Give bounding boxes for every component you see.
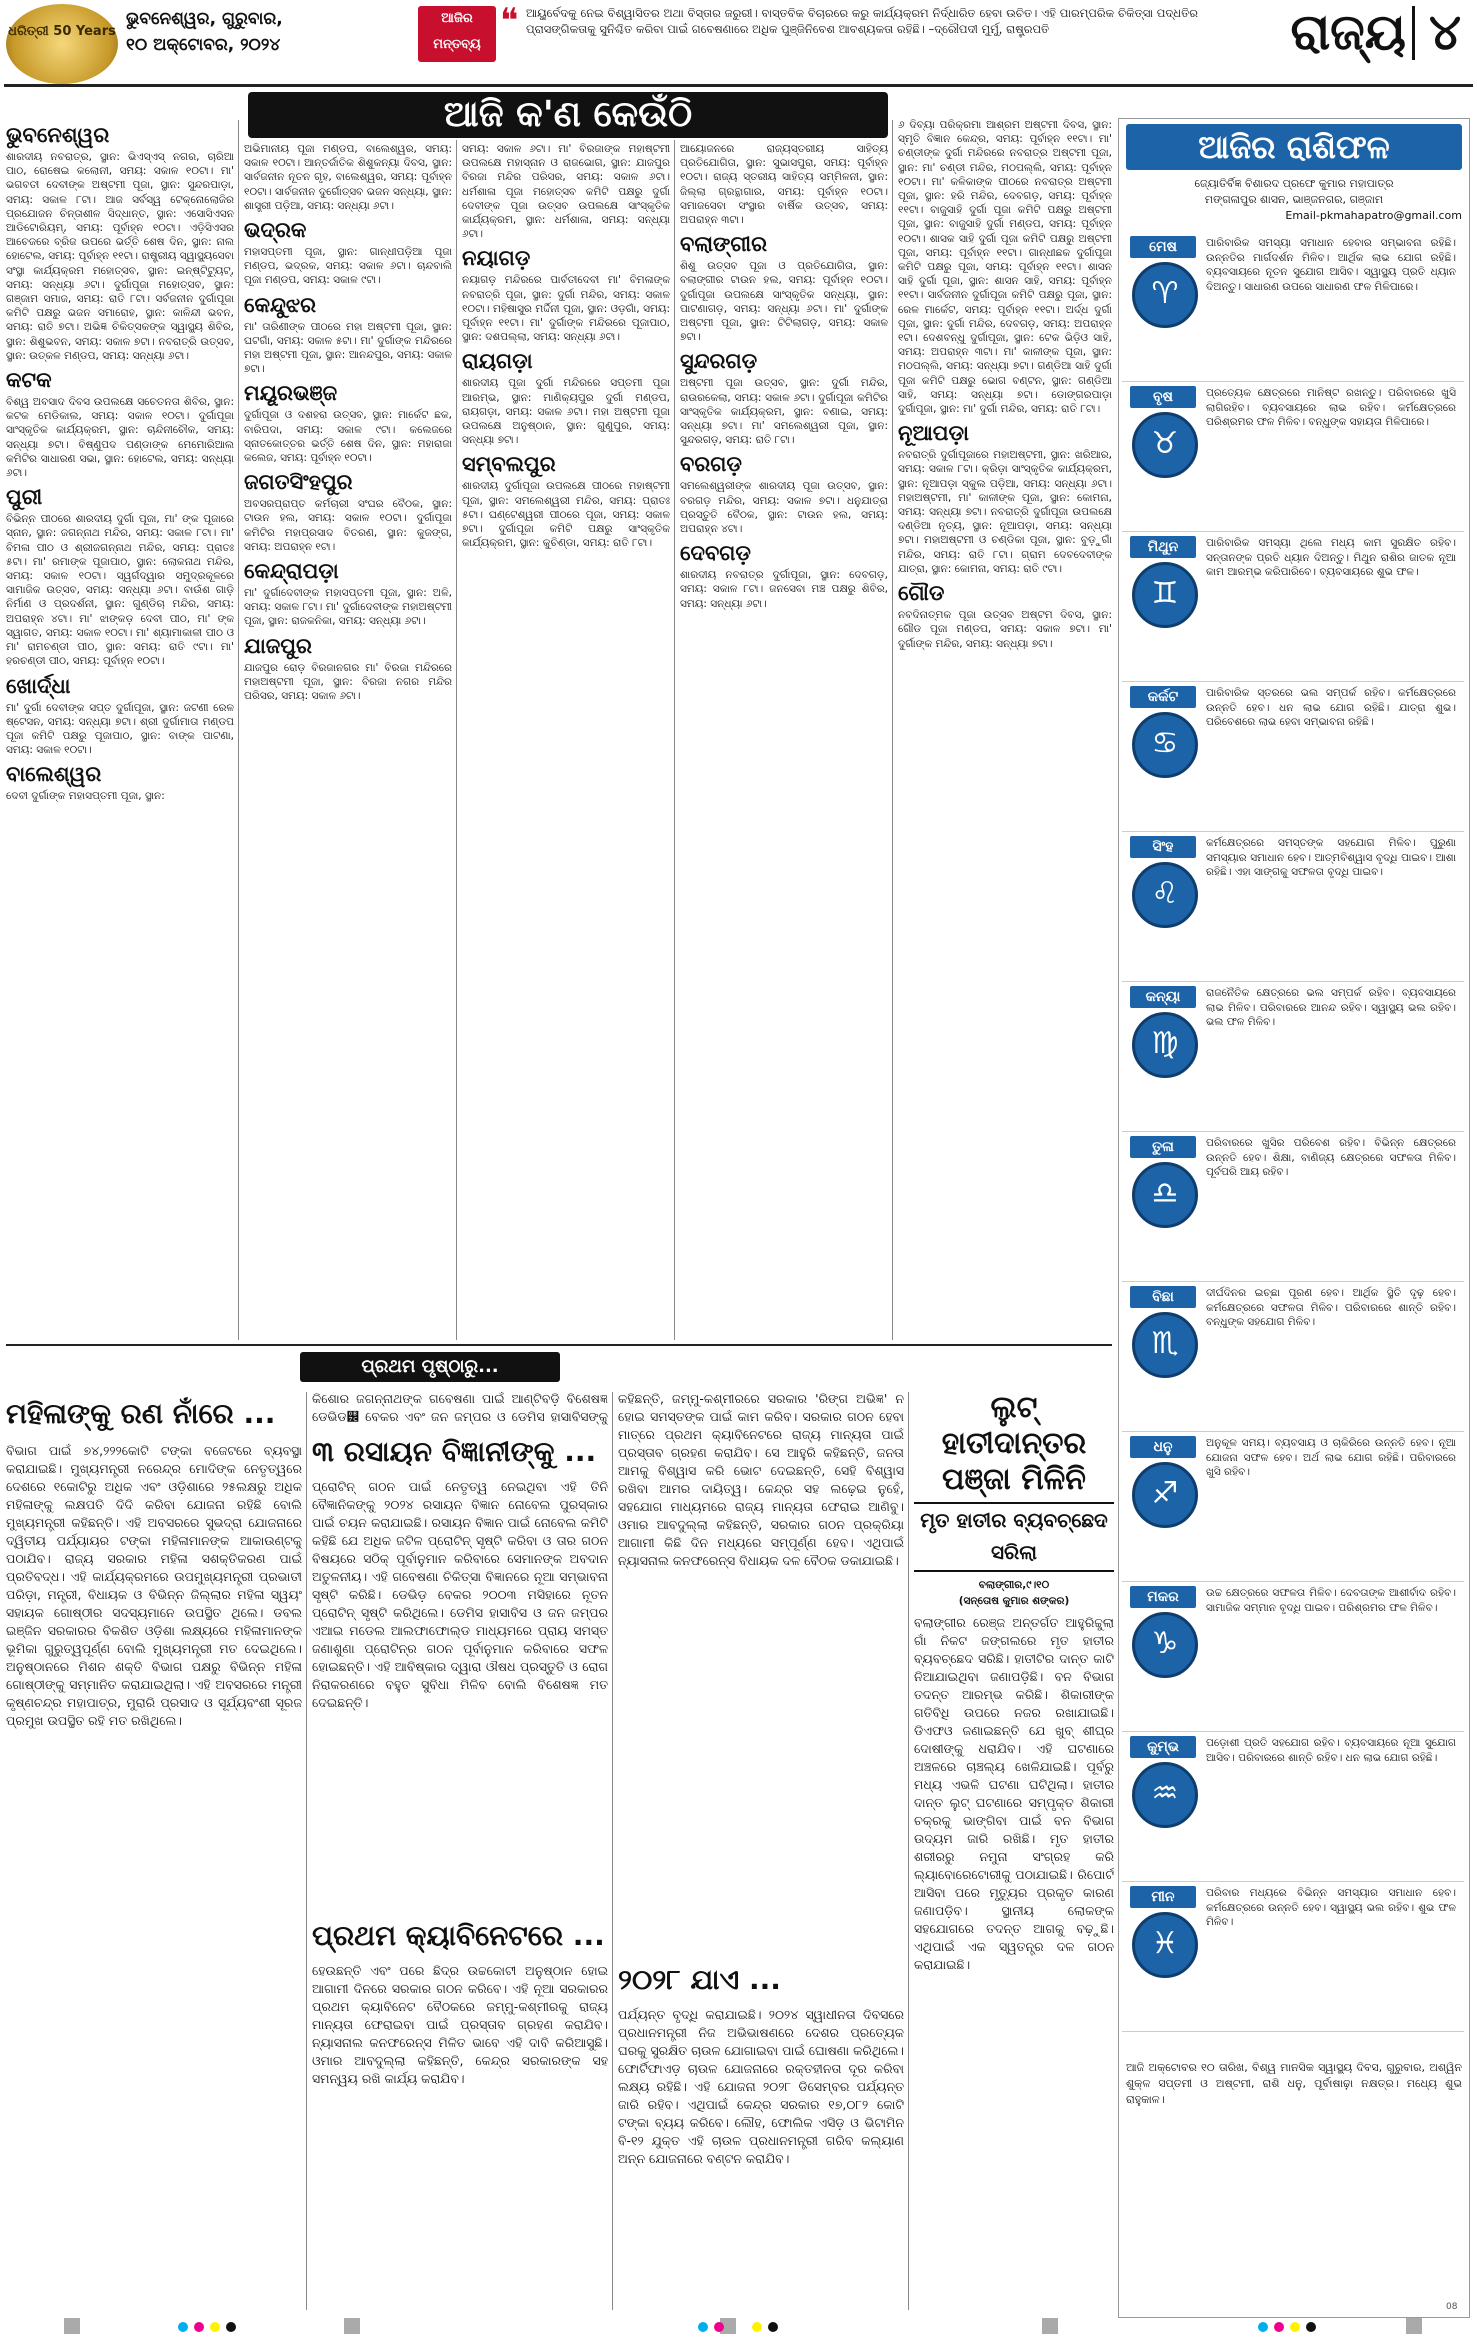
district-heading: ସୁନ୍ଦରଗଡ଼ [680, 349, 758, 374]
district-heading: କେନ୍ଦୁଝର [244, 292, 317, 317]
dateline [126, 6, 388, 76]
sign-prediction: ପାରିବାରିକ ସମସ୍ୟା ଥିଲେ ମଧ୍ୟ କାମ ସୁରକ୍ଷିତ ରହିବ। ସନ୍ତାନଙ୍କ ପ୍ରତି ଧ୍ୟାନ ଦିଅନ୍ତୁ। ମିଥୁନ ରାଶିର ଜାତକ ନୂଆ କାମ ଆରମ୍ଭ କରିପାରିବେ। ବ୍ୟବସାୟରେ ଶୁଭ ଫଳ। [1206, 537, 1456, 578]
city-date: ଭୁବନେଶ୍ୱର, ଗୁରୁବାର, [126, 9, 283, 29]
event-list: ନୟାଗଡ଼ ମନ୍ଦିରରେ ପାର୍ବତୀଦେବୀ ମା' ବିମଳାଙ୍କ ନବରାତ୍ରି ପୂଜା, ସ୍ଥାନ: ଦୁର୍ଗା ମନ୍ଦିର, ସମୟ: ସକାଳ ୧୦ଟା। ମହିଷାସୁର ମର୍ଦ୍ଦିନୀ ପୂଜା, ସ୍ଥାନ: ଓଡ଼ଗାଁ, ସମୟ: ପୂର୍ବାହ୍ନ ୧୧ଟା। ମା' ଦୁର୍ଗାଙ୍କ ମନ୍ଦିରରେ ପୂଜାପାଠ, ସ୍ଥାନ: ଦଶପଲ୍ଲା, ସମୟ: ସନ୍ଧ୍ୟା ୬ଟା। [462, 274, 670, 344]
article-3-body: ହେଉଛନ୍ତି ଏବଂ ପରେ ଛିଦ୍ର ଉଚ୍ଚକୋଟୀ ଅନୁଷ୍ଠାନ ହୋଇ ଆଗାମୀ ଦିନରେ ସରକାର ଗଠନ କରିବେ। ଏହି ନୂଆ ସରକାରର ପ୍ରଥମ କ୍ୟାବିନେଟ ବୈଠକରେ ଜମ୍ମୁ-କଶ୍ମୀରକୁ ରାଜ୍ୟ ମାନ୍ୟତା ଫେରାଇବା ପାଇଁ ପ୍ରସ୍ତାବ ଗ୍ରହଣ କରାଯିବ। ନ୍ୟାସନାଲ କନଫରେନ୍ସ ମିଳିତ ଭାବେ ଏହି ଦାବି କରିଆସୁଛି। ଓମାର ଆବଦୁଲ୍ଲା କହିଛନ୍ତି, କେନ୍ଦ୍ର ସରକାରଙ୍କ ସହ ସମନ୍ୱୟ ରଖି କାର୍ଯ୍ୟ କରାଯିବ। [312, 1963, 608, 2086]
col-divider [306, 1392, 307, 2310]
event-list: ଅବସରପ୍ରାପ୍ତ କର୍ମଚାରୀ ସଂଘର ବୈଠକ, ସ୍ଥାନ: ଟାଉନ ହଲ, ସମୟ: ସକାଳ ୧୦ଟା। ଦୁର୍ଗାପୂଜା କମିଟିର ମହାପ୍ରସାଦ ବିତରଣ, ସ୍ଥାନ: କୁଜଙ୍ଗ, ସମୟ: ଅପରାହ୍ନ ୧ଟା। [244, 498, 452, 553]
libra-icon: ♎ [1132, 1162, 1198, 1228]
col-divider [908, 1392, 909, 2310]
section-title: ରାଜ୍ୟ [1290, 3, 1406, 61]
capricorn-icon: ♑ [1132, 1612, 1198, 1678]
event-list: ମହାସପ୍ତମୀ ପୂଜା, ସ୍ଥାନ: ଗାନ୍ଧୀପଡ଼ିଆ ପୂଜା ମଣ୍ଡପ, ଭଦ୍ରକ, ସମୟ: ସକାଳ ୬ଟା। ଚାନ୍ଦବାଲି ପୂଜା ମଣ୍ଡପ, ସମୟ: ସକାଳ ୯ଟା। [244, 246, 452, 287]
sign-label: ମିଥୁନ [1130, 536, 1196, 558]
district-heading: କେନ୍ଦ୍ରାପଡ଼ା [244, 559, 339, 584]
article-1-title: ମହିଳାଙ୍କୁ ରଣ ନାଁରେ ... [6, 1397, 276, 1430]
sign-row-aries [1122, 232, 1464, 382]
district-heading: ବଲାଙ୍ଗୀର [680, 232, 767, 257]
article-6-subtitle: ମୃତ ହାତୀର ବ୍ୟବଚ୍ଛେଦ ସରିଲା [920, 1508, 1108, 1564]
magenta-dot [1274, 2322, 1284, 2332]
district-heading: ସମ୍ବଲପୁର [462, 452, 556, 477]
district-heading: ନୟାଗଡ଼ [462, 246, 531, 271]
event-list: ଶାରଦୀୟ ନବରାତ୍ର ଦୁର୍ଗାପୂଜା, ସ୍ଥାନ: ଦେବଗଡ଼, ସମୟ: ସକାଳ ୮ଟା। ଜନସେବା ମଞ୍ଚ ପକ୍ଷରୁ ଶିବିର, ସମୟ: ସନ୍ଧ୍ୟା ୬ଟା। [680, 569, 888, 610]
district-heading: ନୂଆପଡ଼ା [898, 421, 969, 446]
date-line-2: ୧୦ ଅକ୍ଟୋବର, ୨୦୨୪ [126, 35, 281, 55]
sign-row-gemini [1122, 532, 1464, 682]
registration-mark [344, 2318, 360, 2334]
event-list: ମା' ଦୁର୍ଗା ଦେବୀଙ୍କ ସପ୍ତ ଦୁର୍ଗାପୂଜା, ସ୍ଥାନ: ଜଟଣୀ ରେଳ ଷ୍ଟେସନ, ସମୟ: ସନ୍ଧ୍ୟା ୭ଟା। ଶ୍ରୀ ଦୁର୍ଗାମାତା ମଣ୍ଡପ ପୂଜା କମିଟି ପକ୍ଷରୁ ପୂଜାପାଠ, ସ୍ଥାନ: ବାଙ୍କ ପାଟଣା, ସମୟ: ସକାଳ ୧୦ଟା। [6, 701, 234, 757]
event-list: ଅଭିମାନୀୟ ପୂଜା ମଣ୍ଡପ, ବାଲେଶ୍ୱର, ସମୟ: ସକାଳ ୧୦ଟା। ଆନ୍ତର୍ଜାତିକ ଶିଶୁକନ୍ୟା ଦିବସ, ସ୍ଥାନ: ସାର୍ବଜନୀନ ନୂତନ ଗୃହ, ବାଲେଶ୍ୱର, ସମୟ: ପୂର୍ବାହ୍ନ ୧୦ଟା। ସାର୍ବଜନୀନ ଦୁର୍ଗୋତ୍ସବ ଭଜନ ସନ୍ଧ୍ୟା, ସ୍ଥାନ: ଶାସ୍ତ୍ରୀ ପଡ଼ିଆ, ସମୟ: ସନ୍ଧ୍ୟା ୬ଟା। [244, 143, 452, 212]
district-heading: ବାଲେଶ୍ୱର [6, 762, 102, 787]
sign-label: ବୃଷ [1130, 386, 1196, 408]
astrologer-name: ଜ୍ୟୋତିର୍ବିଜ୍ଞ ବିଶାରଦ ପ୍ରଫେ କୁମାର ମହାପାତ୍ର [1194, 177, 1394, 190]
panchang-note: ଆଜି ଅକ୍ଟୋବର ୧୦ ତାରିଖ, ବିଶ୍ୱ ମାନସିକ ସ୍ୱାସ୍ଥ୍ୟ ଦିବସ, ଗୁରୁବାର, ଅଶ୍ୱିନ ଶୁକ୍ଳ ସପ୍ତମୀ ଓ ଅଷ୍ଟମୀ, ରାଶି ଧନୁ, ପୂର୍ବାଷାଢ଼ା ନକ୍ଷତ୍ର। ମଧ୍ୟେ ଶୁଭ ରାହୁକାଳ। [1126, 2061, 1462, 2106]
district-heading: ରାୟଗଡ଼ା [462, 349, 533, 374]
masthead-rule [4, 84, 1473, 87]
quote-text: ଆୟୁର୍ବେଦକୁ ନେଇ ବିଶ୍ୱାସିତର ଅଥା ବିସ୍ତାର ଜରୁରୀ। ବାସ୍ତବିକ ବିଚାରରେ କରୁ କାର୍ଯ୍ୟକ୍ରମ ନିର୍ଦ୍ଧାରିତ ହେବା ଉଚିତ। ଏହି ପାରମ୍ପରିକ ଚିକିତ୍ସା ପଦ୍ଧତିର ପ୍ରାସଙ୍ଗିକତାକୁ ସୁନିଶ୍ଚିତ କରିବା ପାଇଁ ଗବେଷଣାରେ ଅଧିକ ପୁଞ୍ଜିନିବେଶ ଆବଶ୍ୟକତା ରହିଛି। –ଦ୍ରୌପଦୀ ମୁର୍ମୁ, ରାଷ୍ଟ୍ରପତି [526, 6, 1198, 36]
footer-page-label: 08 [1446, 2302, 1458, 2312]
sign-row-libra [1122, 1132, 1464, 1282]
aquarius-icon: ♒ [1132, 1762, 1198, 1828]
event-list: ଶିଶୁ ଉତ୍ସବ ପୂଜା ଓ ପ୍ରତିଯୋଗିତା, ସ୍ଥାନ: ବଲାଙ୍ଗୀର ଟାଉନ ହଲ, ସମୟ: ପୂର୍ବାହ୍ନ ୧୦ଟା। ଦୁର୍ଗାପୂଜା ଉପଲକ୍ଷେ ସାଂସ୍କୃତିକ ସନ୍ଧ୍ୟା, ସ୍ଥାନ: ପାଟଣାଗଡ଼, ସମୟ: ସନ୍ଧ୍ୟା ୬ଟା। ମା' ଦୁର୍ଗାଙ୍କ ଅଷ୍ଟମୀ ପୂଜା, ସ୍ଥାନ: ଟିଟିଲାଗଡ଼, ସମୟ: ସକାଳ ୭ଟା। [680, 260, 888, 344]
event-list: ମା' ଦୁର୍ଗାଦେବୀଙ୍କ ମହାସପ୍ତମୀ ପୂଜା, ସ୍ଥାନ: ଅଳି, ସମୟ: ସକାଳ ୮ଟା। ମା' ଦୁର୍ଗାଦେବୀଙ୍କ ମହାଅଷ୍ଟମୀ ପୂଜା, ସ୍ଥାନ: ରାଜକନିକା, ସମୟ: ସନ୍ଧ୍ୟା ୬ଟା। [244, 587, 452, 628]
district-heading: ଖୋର୍ଦ୍ଧା [6, 673, 71, 698]
quote-icon: ❝ [500, 1, 519, 41]
event-list: ଦୁର୍ଗାପୂଜା ଓ ଦଶହରା ଉତ୍ସବ, ସ୍ଥାନ: ମାର୍କେଟ ଛକ, ବାରିପଦା, ସମୟ: ସକାଳ ୯ଟା। କଲେଜରେ ସ୍ନାତକୋତ୍ତର ଭର୍ତ୍ତି ଶେଷ ଦିନ, ସ୍ଥାନ: ମହାରାଜା କଲେଜ, ସମୟ: ପୂର୍ବାହ୍ନ ୧୦ଟା। [244, 409, 452, 465]
article-6-subtitle-box [914, 1502, 1114, 1572]
front-page-bar: ପ୍ରଥମ ପୃଷ୍ଠାରୁ... [300, 1352, 560, 1382]
leo-icon: ♌ [1132, 862, 1198, 928]
yellow-dot [752, 2322, 762, 2332]
col-divider [456, 140, 457, 1340]
registration-mark [1406, 2318, 1422, 2334]
events-title: ଆଜି କ'ଣ କେଉଁଠି [443, 94, 693, 135]
article-6-dateline: ବଲାଙ୍ଗୀର,୯।୧୦ [978, 1579, 1050, 1591]
magenta-dot [714, 2322, 724, 2332]
events-col-5 [898, 118, 1112, 1340]
article-4-body: କହିଛନ୍ତି, ଜମ୍ମୁ-କଶ୍ମୀରରେ ସରକାର 'ରିଙ୍ଗ ଅଭିଜ୍ଞ' ନ ହୋଇ ସମସ୍ତଙ୍କ ପାଇଁ କାମ କରିବ। ସରକାର ଗଠନ ହେବା ମାତ୍ରେ ପ୍ରଥମ କ୍ୟାବିନେଟରେ ରାଜ୍ୟ ମାନ୍ୟତା ପାଇଁ ପ୍ରସ୍ତାବ ଗ୍ରହଣ କରାଯିବ। ସେ ଆହୁରି କହିଛନ୍ତି, ଜନତା ଆମକୁ ବିଶ୍ୱାସ କରି ଭୋଟ ଦେଇଛନ୍ତି, ସେହି ବିଶ୍ୱାସ ରଖିବା ଆମର ଦାୟିତ୍ୱ। କେନ୍ଦ୍ର ସହ ଲଢ଼େଇ ନୁହେଁ, ସହଯୋଗ ମାଧ୍ୟମରେ ରାଜ୍ୟ ମାନ୍ୟତା ଫେରାଇ ଆଣିବୁ। ଓମାର ଆବଦୁଲ୍ଲା କହିଛନ୍ତି, ସରକାର ଗଠନ ପ୍ରକ୍ରିୟା ଆଗାମୀ କିଛି ଦିନ ମଧ୍ୟରେ ସମ୍ପୂର୍ଣ୍ଣ ହେବ। ଏଥିପାଇଁ ନ୍ୟାସନାଲ କନଫରେନ୍ସ ବିଧାୟକ ଦଳ ବୈଠକ ଡକାଯାଇଛି। [618, 1391, 904, 1568]
cyan-dot [178, 2322, 188, 2332]
cyan-dot [1258, 2322, 1268, 2332]
district-heading: ଦେବଗଡ଼ [680, 541, 751, 566]
event-list: ମା' ତାରିଣୀଙ୍କ ପୀଠରେ ମହା ଅଷ୍ଟମୀ ପୂଜା, ସ୍ଥାନ: ଘଟଗାଁ, ସମୟ: ସକାଳ ୫ଟା। ମା' ଦୁର୍ଗାଙ୍କ ମନ୍ଦିରରେ ମହା ଅଷ୍ଟମୀ ପୂଜା, ସ୍ଥାନ: ଆନନ୍ଦପୁର, ସମୟ: ସକାଳ ୭ଟା। [244, 320, 452, 376]
pisces-icon: ♓ [1132, 1912, 1198, 1978]
sign-row-cancer [1122, 682, 1464, 832]
article-6-title: ଲୁଟ୍ ହାତୀଦାନ୍ତର ପଞ୍ଜା ମିଳିନି [941, 1390, 1087, 1497]
event-list: ଦେବୀ ଦୁର୍ଗାଙ୍କ ମହାସପ୍ତମୀ ପୂଜା, ସ୍ଥାନ: [6, 790, 165, 803]
horoscope-title: ଆଜିର ରାଶିଫଳ [1198, 128, 1390, 166]
district-heading: ଭଦ୍ରକ [244, 218, 307, 243]
sign-prediction: ଉଚ୍ଚ କ୍ଷେତ୍ରରେ ସଫଳତା ମିଳିବ। ଦେବତାଙ୍କ ଆଶୀର୍ବାଦ ରହିବ। ସାମାଜିକ ସମ୍ମାନ ବୃଦ୍ଧି ପାଇବ। ପରିଶ୍ରମର ଫଳ ମିଳିବ। [1206, 1587, 1456, 1614]
col-divider [238, 120, 239, 1340]
article-1-body: ବିଭାଗ ପାଇଁ ୭୪,୨୨୨କୋଟି ଟଙ୍କା ବଜେଟରେ ବ୍ୟବସ୍ଥା କରାଯାଇଛି। ମୁଖ୍ୟମନ୍ତ୍ରୀ ନରେନ୍ଦ୍ର ମୋଦିଙ୍କ ନେତୃତ୍ୱରେ ଦେଶରେ ୧କୋଟିରୁ ଅଧିକ ଏବଂ ଓଡ଼ିଶାରେ ୨୫ଲକ୍ଷରୁ ଅଧିକ ମହିଳାଙ୍କୁ ଲକ୍ଷପତି ଦିଦି କରିବା ଯୋଜନା ରହିଛି ବୋଲି ମୁଖ୍ୟମନ୍ତ୍ରୀ କହିଛନ୍ତି। ଏହି ଅବସରରେ ସୁଭଦ୍ରା ଯୋଜନାରେ ଦ୍ୱିତୀୟ ପର୍ଯ୍ୟାୟର ଟଙ୍କା ମହିଳାମାନଙ୍କ ଆକାଉଣ୍ଟକୁ ପଠାଯିବ। ରାଜ୍ୟ ସରକାର ମହିଳା ସଶକ୍ତିକରଣ ପାଇଁ ପ୍ରତିବଦ୍ଧ। ଏହି କାର୍ଯ୍ୟକ୍ରମରେ ଉପମୁଖ୍ୟମନ୍ତ୍ରୀ ପ୍ରଭାତୀ ପରିଡ଼ା, ମନ୍ତ୍ରୀ, ବିଧାୟକ ଓ ବିଭିନ୍ନ ଜିଲ୍ଲାର ମହିଳା ସ୍ୱୟଂ ସହାୟକ ଗୋଷ୍ଠୀର ସଦସ୍ୟମାନେ ଉପସ୍ଥିତ ଥିଲେ। ଡବଲ ଇଞ୍ଜିନ ସରକାରର ବିକଶିତ ଓଡ଼ିଶା ଲକ୍ଷ୍ୟରେ ମହିଳାମାନଙ୍କ ଭୂମିକା ଗୁରୁତ୍ୱପୂର୍ଣ୍ଣ ବୋଲି ମୁଖ୍ୟମନ୍ତ୍ରୀ ମତ ଦେଇଥିଲେ। ଅନୁଷ୍ଠାନରେ ମିଶନ ଶକ୍ତି ବିଭାଗ ପକ୍ଷରୁ ବିଭିନ୍ନ ମହିଳା ଗୋଷ୍ଠୀଙ୍କୁ ସମ୍ମାନିତ କରାଯାଇଥିଲା। ଏହି ଅବସରରେ ମନ୍ତ୍ରୀ କୃଷ୍ଣଚନ୍ଦ୍ର ମହାପାତ୍ର, ମୁରାରି ପ୍ରସାଦ ଓ ସୂର୍ଯ୍ୟବଂଶୀ ସୂରଜ ପ୍ରମୁଖ ଉପସ୍ଥିତ ରହି ମତ ରଖିଥିଲେ। [6, 1443, 302, 1728]
article-6-byline: (ସନ୍ତୋଷ କୁମାର ଶଙ୍କର) [958, 1595, 1070, 1607]
sign-prediction: ପରିବାରରେ ଖୁସିର ପରିବେଶ ରହିବ। ବିଭିନ୍ନ କ୍ଷେତ୍ରରେ ଉନ୍ନତି ହେବ। ଶିକ୍ଷା, ବାଣିଜ୍ୟ କ୍ଷେତ୍ରରେ ସଫଳତା ମିଳିବ। ପୂର୍ବପରି ଆୟ ରହିବ। [1206, 1137, 1456, 1178]
black-dot [1306, 2322, 1316, 2332]
sign-label: ମକର [1130, 1586, 1196, 1608]
cancer-icon: ♋ [1132, 712, 1198, 778]
sign-row-capricorn [1122, 1582, 1464, 1732]
scorpio-icon: ♏ [1132, 1312, 1198, 1378]
sign-prediction: ପରିବାର ମଧ୍ୟରେ ବିଭିନ୍ନ ସମସ୍ୟାର ସମାଧାନ ହେବ। କର୍ମକ୍ଷେତ୍ରରେ ଉନ୍ନତି ହେବ। ସ୍ୱାସ୍ଥ୍ୟ ଭଲ ରହିବ। ଶୁଭ ଫଳ ମିଳିବ। [1206, 1887, 1456, 1928]
sign-prediction: ଅନୁକୂଳ ସମୟ। ବ୍ୟବସାୟ ଓ ଚାକିରିରେ ଉନ୍ନତି ହେବ। ନୂଆ ଯୋଜନା ସଫଳ ହେବ। ଅର୍ଥ ଲାଭ ଯୋଗ ରହିଛି। ପରିବାରରେ ଖୁସି ରହିବ। [1206, 1437, 1456, 1478]
events-col-3 [462, 142, 670, 1340]
registration-mark [1042, 2318, 1058, 2334]
sign-prediction: ପ୍ରତ୍ୟେକ କ୍ଷେତ୍ରରେ ମାନିଷ୍ଟ ରଖନ୍ତୁ। ପରିବାରରେ ଖୁସି ଲାଗିରହିବ। ବ୍ୟବସାୟରେ ଲାଭ ରହିବ। କର୍ମକ୍ଷେତ୍ରରେ ପରିଶ୍ରମର ଫଳ ମିଳିବ। ବନ୍ଧୁଙ୍କ ସହାୟତା ମିଳିପାରେ। [1206, 387, 1456, 428]
taurus-icon: ♉ [1132, 412, 1198, 478]
astrologer-info [1126, 176, 1462, 228]
black-dot [226, 2322, 236, 2332]
district-heading: ପୁରୀ [6, 485, 43, 510]
virgo-icon: ♍ [1132, 1012, 1198, 1078]
article-5-body: ପର୍ଯ୍ୟନ୍ତ ବୃଦ୍ଧି କରାଯାଇଛି। ୨୦୨୪ ସ୍ୱାଧୀନତା ଦିବସରେ ପ୍ରଧାନମନ୍ତ୍ରୀ ନିଜ ଅଭିଭାଷଣରେ ଦେଶର ପ୍ରତ୍ୟେକ ଘରକୁ ସୁରକ୍ଷିତ ଚାଉଳ ଯୋଗାଇବା ପାଇଁ ଘୋଷଣା କରିଥିଲେ। ଫୋର୍ଟିଫାଏଡ଼ ଚାଉଳ ଯୋଜନାରେ ରକ୍ତହୀନତା ଦୂର କରିବା ଲକ୍ଷ୍ୟ ରହିଛି। ଏହି ଯୋଜନା ୨୦୨୮ ଡିସେମ୍ବର ପର୍ଯ୍ୟନ୍ତ ଜାରି ରହିବ। ଏଥିପାଇଁ କେନ୍ଦ୍ର ସରକାର ୧୭,୦୮୨ କୋଟି ଟଙ୍କା ବ୍ୟୟ କରିବେ। ଲୌହ, ଫୋଲିକ ଏସିଡ଼ ଓ ଭିଟାମିନ ବି-୧୨ ଯୁକ୍ତ ଏହି ଚାଉଳ ପ୍ରଧାନମନ୍ତ୍ରୀ ଗରିବ କଲ୍ୟାଣ ଅନ୍ନ ଯୋଜନାରେ ବଣ୍ଟନ କରାଯିବ। [618, 2007, 904, 2166]
yellow-dot [210, 2322, 220, 2332]
events-col-4 [680, 142, 888, 1340]
sign-label: ମୀନ [1130, 1886, 1196, 1908]
magenta-dot [194, 2322, 204, 2332]
event-list: ଯାଜପୁର ରୋଡ଼ ବିରଜାନଗର ମା' ବିରଜା ମନ୍ଦିରରେ ମହାଅଷ୍ଟମୀ ପୂଜା, ସ୍ଥାନ: ବିରଜା ନଗର ମନ୍ଦିର ପରିସର, ସମୟ: ସକାଳ ୬ଟା। [244, 661, 452, 703]
article-3-title: ପ୍ରଥମ କ୍ୟାବିନେଟରେ ... [312, 1919, 605, 1952]
event-list: ନବରାତ୍ରି ଦୁର୍ଗାପୂଜାରେ ମହାଅଷ୍ଟମୀ, ସ୍ଥାନ: ଖରିଆର, ସମୟ: ସକାଳ ୮ଟା। କ୍ରିଡ଼ା ସାଂସ୍କୃତିକ କାର୍ଯ୍ୟକ୍ରମ, ସ୍ଥାନ: ନୂଆପଡ଼ା ସ୍କୁଲ ପଡ଼ିଆ, ସମୟ: ସନ୍ଧ୍ୟା ୬ଟା। ମହାଅଷ୍ଟମୀ, ମା' କାଳୀଙ୍କ ପୂଜା, ସ୍ଥାନ: କୋମନା, ସମୟ: ସନ୍ଧ୍ୟା ୭ଟା। ନବରାତ୍ରି ଦୁର୍ଗାପୂଜା ଉପଲକ୍ଷେ ଦଣ୍ଡିଆ ନୃତ୍ୟ, ସ୍ଥାନ: ନୂଆପଡ଼ା, ସମୟ: ସନ୍ଧ୍ୟା ୭ଟା। ମହାଅଷ୍ଟମୀ ଓ ଚଣ୍ଡିକା ପୂଜା, ସ୍ଥାନ: ବୁଡ଼ୁଗାଁ ମନ୍ଦିର, ସମୟ: ରାତି ୮ଟା। ଗ୍ରାମ ଦେବଦେବୀଙ୍କ ଯାତ୍ରା, ସ୍ଥାନ: କୋମନା, ସମୟ: ରାତି ୯ଟା। [898, 449, 1112, 575]
sagittarius-icon: ♐ [1132, 1462, 1198, 1528]
event-list: ଆୟୋଜନରେ ରାଜ୍ୟସ୍ତରୀୟ ସାହିତ୍ୟ ପ୍ରତିଯୋଗିତା, ସ୍ଥାନ: ସୁଭାସପୁରା, ସମୟ: ପୂର୍ବାହ୍ନ ୧୦ଟା। ରାଜ୍ୟ ସ୍ତରୀୟ ସାହିତ୍ୟ ସମ୍ମିଳନୀ, ସ୍ଥାନ: ଜିଲ୍ଲା ଗ୍ରନ୍ଥାଗାର, ସମୟ: ପୂର୍ବାହ୍ନ ୧୦ଟା। ସମାଜସେବା ସଂସ୍ଥାର ବାର୍ଷିକ ଉତ୍ସବ, ସମୟ: ଅପରାହ୍ନ ୩ଟା। [680, 143, 888, 227]
district-heading: ଭୁବନେଶ୍ୱର [6, 123, 110, 147]
registration-mark [64, 2318, 80, 2334]
event-list: ଶାରଦୀୟ ନବରାତ୍ର, ସ୍ଥାନ: ଭିଏସ୍ଏସ୍ ନଗର, ଚାରିଆ ପାଠ, ରୋଷେଇ କଲୋନୀ, ସମୟ: ସକାଳ ୧୦ଟା। ମା' ଭଗବତୀ ଦେବୀଙ୍କ ଅଷ୍ଟମୀ ପୂଜା, ସ୍ଥାନ: ସୁନ୍ଦରପାଡ଼ା, ସମୟ: ସକାଳ ୮ଟା। ଆଜ ସର୍ବସ୍ୱ ଟେକ୍ନୋଲୋଜିର ପ୍ରଯୋଜନ ଚିନ୍ତାଶୀଳ ସିଦ୍ଧାନ୍ତ, ସ୍ଥାନ: ଏସୋସିଏସନ ଆଡିଟୋରିୟମ୍, ସମୟ: ପୂର୍ବାହ୍ନ ୧୦ଟା। ଏଡ଼ିସିଏସର ଆଚେଜରେ ବ୍ରିଜ ଉପରେ ଭର୍ତ୍ତି ଶେଷ ଦିନ, ସ୍ଥାନ: ନାଲ ହୋଟେଲ, ସମୟ: ପୂର୍ବାହ୍ନ ୧୧ଟା। ରାଷ୍ଟ୍ରୀୟ ସ୍ୱାସ୍ଥ୍ୟସେବା ସଂସ୍ଥା କାର୍ଯ୍ୟକ୍ରମ ମହୋତ୍ସବ, ସ୍ଥାନ: ଇନ୍ଷ୍ଟିଟ୍ୟୁଟ୍, ସମୟ: ସନ୍ଧ୍ୟା ୬ଟା। ଦୁର୍ଗାପୂଜା ମହୋତ୍ସବ, ସ୍ଥାନ: ଗଞ୍ଜାମ ସମାଜ, ସମୟ: ରାତି ୮ଟା। ସର୍ବଜନୀନ ଦୁର୍ଗାପୂଜା କମିଟି ପକ୍ଷରୁ ଭଜନ ସମାରୋହ, ସ୍ଥାନ: କାଳିନ୍ଦୀ ଭବନ, ସମୟ: ରାତି ୭ଟା। ଅଭିଜ୍ଞ ଚିକିତ୍ସକଙ୍କ ସ୍ୱାସ୍ଥ୍ୟ ଶିବିର, ସ୍ଥାନ: ଶିଶୁଭବନ, ସମୟ: ସକାଳ ୭ଟା। ନବରାତ୍ରି ଉତ୍ସବ, ସ୍ଥାନ: ଉତ୍କଳ ମଣ୍ଡପ, ସମୟ: ସନ୍ଧ୍ୟା ୬ଟା। [6, 151, 234, 362]
sign-row-leo [1122, 832, 1464, 982]
aries-icon: ♈ [1132, 262, 1198, 328]
sign-row-aquarius [1122, 1732, 1464, 1882]
col-divider [674, 140, 675, 1340]
logo-text: ଧରିତ୍ରୀ 50 Years [8, 24, 116, 39]
article-5-title: ୨୦୨୮ ଯାଏ ... [618, 1963, 781, 1996]
sign-label: ମେଷ [1130, 236, 1196, 258]
event-list: ନବଦିନାତ୍ମକ ପୂଜା ଉତ୍ସବ ଅଷ୍ଟମ ଦିବସ, ସ୍ଥାନ: ଗୌଡ ପୂଜା ମଣ୍ଡପ, ସମୟ: ସକାଳ ୭ଟା। ମା' ଦୁର୍ଗାଙ୍କ ମନ୍ଦିର, ସମୟ: ସନ୍ଧ୍ୟା ୭ଟା। [898, 609, 1112, 650]
sign-prediction: ପାରିବାରିକ ସମସ୍ୟା ସମାଧାନ ହେବାର ସମ୍ଭାବନା ରହିଛି। ଉନ୍ନତିର ମାର୍ଗଦର୍ଶନ ମିଳିବ। ଆର୍ଥିକ ଲାଭ ଯୋଗ ରହିଛି। ବ୍ୟବସାୟରେ ନୂତନ ସୁଯୋଗ ଆସିବ। ସ୍ୱାସ୍ଥ୍ୟ ପ୍ରତି ଧ୍ୟାନ ଦିଅନ୍ତୁ। ସାଧାରଣ ଉପରେ ସାଧାରଣ ଫଳ ମିଳିପାରେ। [1206, 237, 1456, 293]
event-list: ଅଷ୍ଟମୀ ପୂଜା ଉତ୍ସବ, ସ୍ଥାନ: ଦୁର୍ଗା ମନ୍ଦିର, ରାଉରକେଲା, ସମୟ: ସକାଳ ୬ଟା। ଦୁର୍ଗାପୂଜା କମିଟିର ସାଂସ୍କୃତିକ କାର୍ଯ୍ୟକ୍ରମ, ସ୍ଥାନ: ବଣାଇ, ସମୟ: ସନ୍ଧ୍ୟା ୭ଟା। ମା' ସମଲେଶ୍ୱରୀ ପୂଜା, ସ୍ଥାନ: ସୁନ୍ଦରଗଡ଼, ସମୟ: ରାତି ୮ଟା। [680, 377, 888, 447]
article-2-title: ୩ ରସାୟନ ବିଜ୍ଞାନୀଙ୍କୁ ... [312, 1435, 597, 1468]
col-divider [612, 1392, 613, 2310]
cyan-dot [698, 2322, 708, 2332]
district-heading: ବରଗଡ଼ [680, 452, 742, 477]
sign-prediction: ପାରିବାରିକ ସ୍ତରରେ ଭଲ ସମ୍ପର୍କ ରହିବ। କର୍ମକ୍ଷେତ୍ରରେ ଉନ୍ନତି ହେବ। ଧନ ଲାଭ ଯୋଗ ରହିଛି। ଯାତ୍ରା ଶୁଭ। ପରିବେଶରେ ଲାଭ ହେବା ସମ୍ଭାବନା ରହିଛି। [1206, 687, 1456, 728]
sign-label: କର୍କଟ [1130, 686, 1196, 708]
sign-prediction: ରାଜନୈତିକ କ୍ଷେତ୍ରରେ ଭଲ ସମ୍ପର୍କ ରହିବ। ବ୍ୟବସାୟରେ ଲାଭ ମିଳିବ। ପରିବାରରେ ଆନନ୍ଦ ରହିବ। ସ୍ୱାସ୍ଥ୍ୟ ଭଲ ରହିବ। ଭଲ ଫଳ ମିଳିବ। [1206, 987, 1456, 1028]
sign-label: କନ୍ୟା [1130, 986, 1196, 1008]
section-rule [6, 1344, 1112, 1346]
sign-label: ବିଛା [1130, 1286, 1196, 1308]
logo [6, 4, 118, 84]
events-banner [248, 92, 888, 138]
sign-label: ସିଂହ [1130, 836, 1196, 858]
sign-label: ଧନୁ [1130, 1436, 1196, 1458]
district-heading: ଜଗତସିଂହପୁର [244, 470, 353, 495]
event-list: ବିଭିନ୍ନ ପୀଠରେ ଶାରଦୀୟ ଦୁର୍ଗା ପୂଜା, ମା' ଙ୍କ ପୂଜାରେ ସ୍ନାନ, ସ୍ଥାନ: ଜଗନ୍ନାଥ ମନ୍ଦିର, ସମୟ: ସକାଳ ୮ଟା। ମା' ବିମଳା ପୀଠ ଓ ଶ୍ରୀଜଗନ୍ନାଥ ମନ୍ଦିର, ସମୟ: ପ୍ରାତଃ ୫ଟା। ମା' ରମାଙ୍କ ପୂଜାପାଠ, ସ୍ଥାନ: ଲୋକନାଥ ମନ୍ଦିର, ସମୟ: ସକାଳ ୧୦ଟା। ସ୍ୱର୍ଗଦ୍ୱାର ସମୁଦ୍ରକୂଳରେ ସାମାଜିକ ଉତ୍ସବ, ସମୟ: ସନ୍ଧ୍ୟା ୬ଟା। ବାଉଁଶ ଗାଡ଼ି ନିର୍ମାଣ ଓ ପ୍ରଦର୍ଶନୀ, ସ୍ଥାନ: ଗୁଣ୍ଡିଚା ମନ୍ଦିର, ସମୟ: ଅପରାହ୍ନ ୪ଟା। ମା' ଝାଙ୍କଡ଼ ଦେବୀ ପୀଠ, ମା' ଙ୍କ ସ୍ୱାଗତ, ସମୟ: ସକାଳ ୧୦ଟା। ମା' ଶ୍ୟାମାକାଳୀ ପୀଠ ଓ ମା' ରାମଚଣ୍ଡୀ ପୀଠ, ସ୍ଥାନ: ସମୟ: ରାତି ୯ଟା। ମା' ହରଚଣ୍ଡୀ ପୀଠ, ସମୟ: ପୂର୍ବାହ୍ନ ୧୦ଟା। [6, 513, 234, 668]
gemini-icon: ♊ [1132, 562, 1198, 628]
page-number: ୪ [1428, 3, 1462, 61]
yellow-dot [1290, 2322, 1300, 2332]
event-list: ସମୟ: ସକାଳ ୬ଟା। ମା' ବିରଜାଙ୍କ ମହାଷ୍ଟମୀ ଉପଲକ୍ଷେ ମହାସ୍ନାନ ଓ ରାଜଭୋଗ, ସ୍ଥାନ: ଯାଜପୁର ବିରଜା ମନ୍ଦିର ପରିସର, ସମୟ: ସକାଳ ୬ଟା। ଧର୍ମଶାଳା ପୂଜା ମହୋତ୍ସବ କମିଟି ପକ୍ଷରୁ ଦୁର୍ଗା ଦେବୀଙ୍କ ପୂଜା ଉତ୍ସବ ଉପଲକ୍ଷେ ସାଂସ୍କୃତିକ କାର୍ଯ୍ୟକ୍ରମ, ସ୍ଥାନ: ଧର୍ମଶାଳା, ସମୟ: ସନ୍ଧ୍ୟା ୬ଟା। [462, 143, 670, 241]
article-2-lead: କିଶୋର ଜଗନ୍ନାଥଙ୍କ ଗବେଷଣା ପାଇଁ ଆଣ୍ଟିବଡ଼ି ବିଶେଷଜ୍ଞ ଡେଭିଡ୼ ବେକର ଏବଂ ଜନ ଜମ୍ପର ଓ ଡେମିସ ହାସାବିସଙ୍କୁ [312, 1391, 608, 1424]
event-list: ଶାରଦୀୟ ପୂଜା ଦୁର୍ଗା ମନ୍ଦିରରେ ସପ୍ତମୀ ପୂଜା ଆରମ୍ଭ, ସ୍ଥାନ: ମାଣିକ୍ୟପୁର ଦୁର୍ଗା ମଣ୍ଡପ, ରାୟଗଡ଼ା, ସମୟ: ସକାଳ ୬ଟା। ମହା ଅଷ୍ଟମୀ ପୂଜା ଉପଲକ୍ଷେ ଅନୁଷ୍ଠାନ, ସ୍ଥାନ: ଗୁଣୁପୁର, ସମୟ: ସନ୍ଧ୍ୟା ୭ଟା। [462, 377, 670, 447]
sign-row-taurus [1122, 382, 1464, 532]
sign-prediction: ପଡ଼ୋଶୀ ପ୍ରତି ସହଯୋଗ ରହିବ। ବ୍ୟବସାୟରେ ନୂଆ ସୁଯୋଗ ଆସିବ। ପରିବାରରେ ଶାନ୍ତି ରହିବ। ଧନ ଲାଭ ଯୋଗ ରହିଛି। [1206, 1737, 1456, 1764]
events-col-2 [244, 142, 452, 1340]
sign-row-scorpio [1122, 1282, 1464, 1432]
events-col-1 [6, 118, 234, 1348]
section-divider [1412, 6, 1415, 60]
astrologer-email: Email-pkmahapatro@gmail.com [1285, 209, 1462, 222]
sign-prediction: କର୍ମକ୍ଷେତ୍ରରେ ସମସ୍ତଙ୍କ ସହଯୋଗ ମିଳିବ। ପୁରୁଣା ସମସ୍ୟାର ସମାଧାନ ହେବ। ଆତ୍ମବିଶ୍ୱାସ ବୃଦ୍ଧି ପାଇବ। ଆଶା ରହିଛି। ଏହା ସାଙ୍ଗକୁ ସଫଳତା ବୃଦ୍ଧି ପାଇବ। [1206, 837, 1456, 878]
district-heading: କଟକ [6, 368, 52, 393]
sign-label: ତୁଳା [1130, 1136, 1196, 1158]
astrologer-address: ମଙ୍ଗଳାପୁର ଶାସନ, ଭାଞ୍ଜନଗର, ଗଞ୍ଜାମ [1204, 193, 1384, 206]
col-divider [892, 120, 893, 1340]
event-list: ୬ ଦିବ୍ୟା ପରିକ୍ରମା ଆଶ୍ରମ ଅଷ୍ଟମୀ ଦିବସ, ସ୍ଥାନ: ସ୍ମୃତି ବିଜ୍ଞାନ କେନ୍ଦ୍ର, ସମୟ: ପୂର୍ବାହ୍ନ ୧୧ଟା। ମା' ଚଣ୍ଡୀଙ୍କ ଦୁର୍ଗା ମନ୍ଦିରରେ ନବରାତ୍ର ଅଷ୍ଟମୀ ପୂଜା, ସ୍ଥାନ: ମା' ଚଣ୍ଡୀ ମନ୍ଦିର, ମଠପଲ୍ଲି, ସମୟ: ପୂର୍ବାହ୍ନ ୧୦ଟା। ମା' କଳିକାଙ୍କ ପୀଠରେ ନବରାତ୍ର ଅଷ୍ଟମୀ ପୂଜା, ସ୍ଥାନ: ହରି ମନ୍ଦିର, ଦେବଗଡ଼, ସମୟ: ପୂର୍ବାହ୍ନ ୧୧ଟା। ବାଜୁସାହି ଦୁର୍ଗା ପୂଜା କମିଟି ପକ୍ଷରୁ ଅଷ୍ଟମୀ ପୂଜା, ସ୍ଥାନ: ବାଜୁସାହି ଦୁର୍ଗା ମଣ୍ଡପ, ସମୟ: ପୂର୍ବାହ୍ନ ୧୦ଟା। ଶାସକ ସାହି ଦୁର୍ଗା ପୂଜା କମିଟି ପକ୍ଷରୁ ଅଷ୍ଟମୀ ପୂଜା, ସମୟ: ପୂର୍ବାହ୍ନ ୧୧ଟା। ଗାନ୍ଧୀଛକ ଦୁର୍ଗାପୂଜା କମିଟି ପକ୍ଷରୁ ପୂଜା, ସମୟ: ପୂର୍ବାହ୍ନ ୧୧ଟା। ଶାସନ ସାହି ଦୁର୍ଗା ପୂଜା, ସ୍ଥାନ: ଶାସନ ସାହି, ସମୟ: ପୂର୍ବାହ୍ନ ୧୧ଟା। ସାର୍ବଜନୀନ ଦୁର୍ଗାପୂଜା କମିଟି ପକ୍ଷରୁ ପୂଜା, ସ୍ଥାନ: ରେଳ ମାର୍କେଟ, ସମୟ: ପୂର୍ବାହ୍ନ ୧୧ଟା। ଅର୍ଦ୍ଧ ଦୁର୍ଗା ପୂଜା, ସ୍ଥାନ: ଦୁର୍ଗା ମନ୍ଦିର, ଦେବଗଡ଼, ସମୟ: ଅପରାହ୍ନ ୧ଟା। ଦେଶବନ୍ଧୁ ଦୁର୍ଗାପୂଜା, ସ୍ଥାନ: ଟେକ ଭିଡ଼ିଓ ସାହି, ସମୟ: ଅପରାହ୍ନ ୩ଟା। ମା' କାଳୀଙ୍କ ପୂଜା, ସ୍ଥାନ: ମଠପଲ୍ଲି, ସମୟ: ସନ୍ଧ୍ୟା ୭ଟା। ଗଣ୍ଡିଆ ସାହି ଦୁର୍ଗା ପୂଜା କମିଟି ପକ୍ଷରୁ ଭୋଗ ବଣ୍ଟନ, ସ୍ଥାନ: ଗଣ୍ଡିଆ ସାହି, ସମୟ: ସନ୍ଧ୍ୟା ୭ଟା। ଡୋଙ୍ଗରପାଡ଼ା ଦୁର୍ଗାପୂଜା, ସ୍ଥାନ: ମା' ଦୁର୍ଗା ମନ୍ଦିର, ସମୟ: ରାତି ୮ଟା। [898, 119, 1112, 416]
sign-row-virgo [1122, 982, 1464, 1132]
district-heading: ଯାଜପୁର [244, 633, 312, 658]
event-list: ବିଶ୍ୱ ଅବସାଦ ଦିବସ ଉପଲକ୍ଷେ ସଚେତନତା ଶିବିର, ସ୍ଥାନ: କଟକ ମେଡିକାଲ, ସମୟ: ସକାଳ ୧୦ଟା। ଦୁର୍ଗାପୂଜା ସାଂସ୍କୃତିକ କାର୍ଯ୍ୟକ୍ରମ, ସ୍ଥାନ: ଚାନ୍ଦିନୀଚୌକ, ସମୟ: ସନ୍ଧ୍ୟା ୭ଟା। ବିଷ୍ଣୁପଦ ପଣ୍ଡାଙ୍କ ମେମୋରିଆଲ କମିଟିର ସାଧାରଣ ସଭା, ସ୍ଥାନ: ହୋଟେଲ, ସମୟ: ସନ୍ଧ୍ୟା ୬ଟା। [6, 396, 234, 480]
sign-row-sagittarius [1122, 1432, 1464, 1582]
sign-prediction: ଦୀର୍ଘଦିନର ଇଚ୍ଛା ପୂରଣ ହେବ। ଆର୍ଥିକ ସ୍ଥିତି ଦୃଢ଼ ହେବ। କର୍ମକ୍ଷେତ୍ରରେ ସଫଳତା ମିଳିବ। ପରିବାରରେ ଶାନ୍ତି ରହିବ। ବନ୍ଧୁଙ୍କ ସହଯୋଗ ମିଳିବ। [1206, 1287, 1456, 1328]
district-heading: ଗୌଡ [898, 581, 945, 606]
horoscope-title-bar [1126, 124, 1462, 170]
black-dot [768, 2322, 778, 2332]
sign-row-pisces [1122, 1882, 1464, 2032]
district-heading: ମୟୂରଭଞ୍ଜ [244, 381, 338, 406]
sign-label: କୁମ୍ଭ [1130, 1736, 1196, 1758]
article-2-body: ପ୍ରୋଟିନ୍ ଗଠନ ପାଇଁ ନେତୃତ୍ୱ ନେଇଥିବା ଏହି ତିନି ବୈଜ୍ଞାନିକଙ୍କୁ ୨୦୨୪ ରସାୟନ ବିଜ୍ଞାନ ନୋବେଲ ପୁରସ୍କାର ପାଇଁ ଚୟନ କରାଯାଇଛି। ରସାୟନ ବିଜ୍ଞାନ ପାଇଁ ନୋବେଲ କମିଟି କହିଛି ଯେ ଅଧିକ ଜଟିଳ ପ୍ରୋଟିନ୍ ସୃଷ୍ଟି କରିବା ଓ ତାର ଗଠନ ବିଷୟରେ ସଠିକ୍ ପୂର୍ବାନୁମାନ କରିବାରେ ସେମାନଙ୍କ ଅବଦାନ ଅତୁଳନୀୟ। ଏହି ଗବେଷଣା ଚିକିତ୍ସା ବିଜ୍ଞାନରେ ନୂଆ ସମ୍ଭାବନା ସୃଷ୍ଟି କରିଛି। ଡେଭିଡ଼ ବେକର ୨୦୦୩ ମସିହାରେ ନୂତନ ପ୍ରୋଟିନ୍ ସୃଷ୍ଟି କରିଥିଲେ। ଡେମିସ ହାସାବିସ ଓ ଜନ ଜମ୍ପର ଏଆଇ ମଡେଲ ଆଲଫାଫୋଲ୍ଡ ମାଧ୍ୟମରେ ପ୍ରାୟ ସମସ୍ତ ଜଣାଶୁଣା ପ୍ରୋଟିନ୍ର ଗଠନ ପୂର୍ବାନୁମାନ କରିବାରେ ସଫଳ ହୋଇଛନ୍ତି। ଏହି ଆବିଷ୍କାର ଦ୍ୱାରା ଔଷଧ ପ୍ରସ୍ତୁତି ଓ ରୋଗ ନିରାକରଣରେ ବହୁତ ସୁବିଧା ମିଳିବ ବୋଲି ବିଶେଷଜ୍ଞ ମତ ଦେଇଛନ୍ତି। [312, 1479, 608, 1710]
event-list: ସମଲେଶ୍ୱରୀଙ୍କ ଶାରଦୀୟ ପୂଜା ଉତ୍ସବ, ସ୍ଥାନ: ବରଗଡ଼ ମନ୍ଦିର, ସମୟ: ସକାଳ ୭ଟା। ଧନୁଯାତ୍ରା ପ୍ରସ୍ତୁତି ବୈଠକ, ସ୍ଥାନ: ଟାଉନ ହଲ, ସମୟ: ଅପରାହ୍ନ ୪ଟା। [680, 480, 888, 536]
event-list: ଶାରଦୀୟ ଦୁର୍ଗାପୂଜା ଉପଲକ୍ଷେ ପୀଠରେ ମହାଷ୍ଟମୀ ପୂଜା, ସ୍ଥାନ: ସମଲେଶ୍ୱରୀ ମନ୍ଦିର, ସମୟ: ପ୍ରାତଃ ୫ଟା। ଘଣ୍ଟେଶ୍ୱରୀ ପୀଠରେ ପୂଜା, ସମୟ: ସକାଳ ୭ଟା। ଦୁର୍ଗାପୂଜା କମିଟି ପକ୍ଷରୁ ସାଂସ୍କୃତିକ କାର୍ଯ୍ୟକ୍ରମ, ସ୍ଥାନ: କୁଚିଣ୍ଡା, ସମୟ: ରାତି ୮ଟା। [462, 480, 670, 550]
opinion-badge: ଆଜିର ମନ୍ତବ୍ୟ [418, 6, 496, 62]
article-6-body: ବଲାଙ୍ଗୀର ରେଞ୍ଜ ଅନ୍ତର୍ଗତ ଆହୁରିଚ୍ଚୁଲା ଗାଁ ନିକଟ ଜଙ୍ଗଲରେ ମୃତ ହାତୀର ବ୍ୟବଚ୍ଛେଦ ସରିଛି। ହାତୀଟିର ଦାନ୍ତ କାଟି ନିଆଯାଇଥିବା ଜଣାପଡ଼ିଛି। ବନ ବିଭାଗ ତଦନ୍ତ ଆରମ୍ଭ କରିଛି। ଶିକାରୀଙ୍କ ଗତିବିଧି ଉପରେ ନଜର ରଖାଯାଇଛି। ଡିଏଫଓ ଜଣାଇଛନ୍ତି ଯେ ଖୁବ୍ ଶୀଘ୍ର ଦୋଷୀଙ୍କୁ ଧରାଯିବ। ଏହି ଘଟଣାରେ ଅଞ୍ଚଳରେ ଚାଞ୍ଚଲ୍ୟ ଖେଳିଯାଇଛି। ପୂର୍ବରୁ ମଧ୍ୟ ଏଭଳି ଘଟଣା ଘଟିଥିଲା। ହାତୀର ଦାନ୍ତ ଲୁଟ୍ ଘଟଣାରେ ସମ୍ପୃକ୍ତ ଶିକାରୀ ଚକ୍ରକୁ ଭାଙ୍ଗିବା ପାଇଁ ବନ ବିଭାଗ ଉଦ୍ୟମ ଜାରି ରଖିଛି। ମୃତ ହାତୀର ଶରୀରରୁ ନମୁନା ସଂଗ୍ରହ କରି ଲ୍ୟାବୋରେଟୋରୀକୁ ପଠାଯାଇଛି। ରିପୋର୍ଟ ଆସିବା ପରେ ମୃତ୍ୟୁର ପ୍ରକୃତ କାରଣ ଜଣାପଡ଼ିବ। ସ୍ଥାନୀୟ ଲୋକଙ୍କ ସହଯୋଗରେ ତଦନ୍ତ ଆଗକୁ ବଢ଼ୁଛି। ଏଥିପାଇଁ ଏକ ସ୍ୱତନ୍ତ୍ର ଦଳ ଗଠନ କରାଯାଇଛି। [914, 1615, 1114, 1972]
